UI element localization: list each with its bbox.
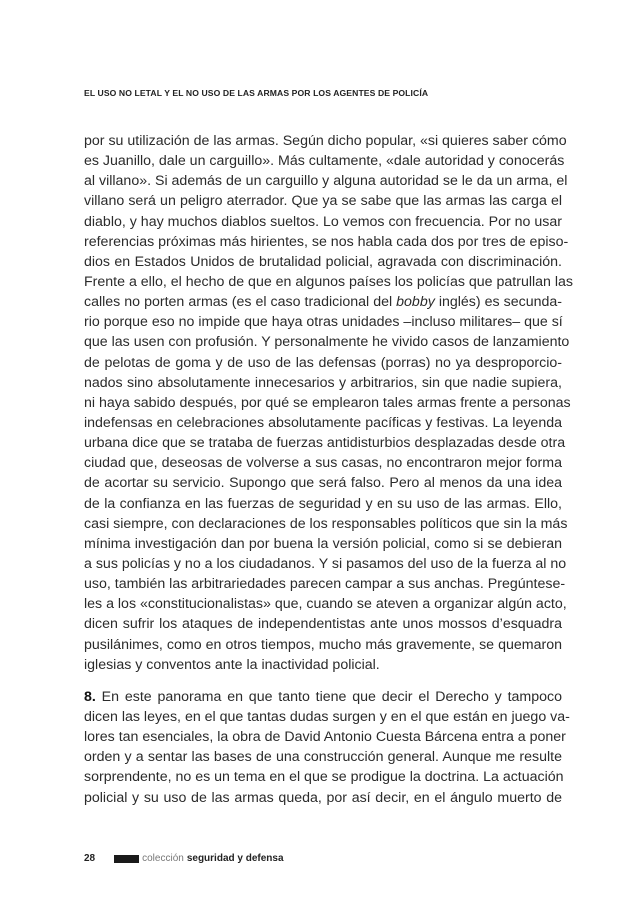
text-line: por su utilización de las armas. Según dicho popular, «si quieres saber cómo [84, 133, 567, 149]
text-line: rio porque eso no impide que haya otras unidades –incluso militares– que sí [84, 314, 563, 331]
text-line: iglesias y conventos ante la inactividad policial. [84, 656, 380, 673]
paragraph-gap [84, 675, 562, 687]
text-line: uso, también las arbitrariedades parecen campar a sus anchas. Pregúntese- [84, 576, 566, 593]
text-line: es Juanillo, dale un carguillo». Más cultamente, «dale autoridad y conocerás [84, 153, 565, 170]
footer-bar-decoration [114, 855, 139, 863]
text-line: que las usen con profusión. Y personalmente he vivido casos de lanzamiento [84, 334, 570, 351]
page-footer [84, 853, 284, 864]
text-line: les a los «constitucionalistas» que, cuando se ateven a organizar algún acto, [84, 596, 567, 613]
text-line: dios en Estados Unidos de brutalidad policial, agravada con discriminación. [84, 253, 562, 270]
text-line: villano será un peligro aterrador. Que ya se sabe que las armas las carga el [84, 193, 562, 210]
text-segment: calles no porten armas (es el caso tradicional del [84, 294, 397, 311]
text-line: ciudad que, deseosas de volverse a sus casas, no encontraron mejor forma [84, 455, 562, 472]
text-line [84, 292, 562, 312]
text-line: dicen las leyes, en el que tantas dudas surgen y en el que están en juego va- [84, 708, 570, 725]
text-line: referencias próximas más hirientes, se nos habla cada dos por tres de episo- [84, 233, 569, 250]
text-line: indefensas en celebraciones absolutamente pacíficas y festivas. La leyenda [84, 414, 562, 431]
text-line: sorprendente, no es un tema en el que se prodigue la doctrina. La actuación [84, 769, 564, 786]
text-line: orden y a sentar las bases de una construcción general. Aunque me resulte [84, 749, 562, 766]
text-line: a sus policías y no a los ciudadanos. Y si pasamos del uso de la fuerza al no [84, 555, 567, 572]
text-line: de acortar su servicio. Supongo que será falso. Pero al menos da una idea [84, 475, 562, 492]
text-line: ni haya sabido después, por qué se emplearon tales armas frente a personas [84, 394, 571, 411]
paragraph [84, 687, 570, 808]
text-line [84, 687, 562, 707]
body-text [84, 131, 574, 808]
text-line: lores tan esenciales, la obra de David Antonio Cuesta Bárcena entra a poner [84, 729, 566, 746]
text-line: mínima investigación dan por buena la versión policial, como si se debieran [84, 535, 562, 552]
page-number: 28 [84, 853, 96, 864]
text-line: al villano». Si además de un carguillo y alguna autoridad se le da un arma, el [84, 173, 568, 190]
text-line: casi siempre, con declaraciones de los responsables políticos que sin la más [84, 515, 568, 532]
text-line: policial y su uso de las armas queda, por así decir, en el ángulo muerto de [84, 789, 562, 806]
collection-label: colección [142, 853, 184, 864]
italic-term: bobby [396, 294, 435, 311]
text-segment: En este panorama en que tanto tiene que decir el Derecho y tampoco [95, 688, 562, 705]
text-line: nados sino absolutamente innecesarios y arbitrarios, sin que nadie supiera, [84, 374, 562, 391]
text-line: diablo, y hay muchos diablos sueltos. Lo vemos con frecuencia. Por no usar [84, 213, 562, 230]
text-line: de la confianza en las fuerzas de seguridad y en su uso de las armas. Ello, [84, 495, 562, 512]
text-line: dicen sufrir los ataques de independentistas ante unos mossos d’esquadra [84, 616, 562, 633]
running-header: EL USO NO LETAL Y EL NO USO DE LAS ARMAS POR LOS AGENTES DE POLICÍA [84, 88, 429, 98]
text-line: urbana dice que se trataba de fuerzas antidisturbios desplazadas desde otra [84, 435, 566, 452]
series-label: seguridad y defensa [186, 853, 284, 864]
text-line: de pelotas de goma y de uso de las defensas (porras) no ya desproporcio- [84, 354, 562, 371]
text-line: Frente a ello, el hecho de que en algunos países los policías que patrullan las [84, 273, 574, 290]
text-segment: inglés) es secunda- [434, 294, 562, 311]
paragraph-number: 8. [84, 688, 96, 705]
text-line: pusilánimes, como en otros tiempos, mucho más gravemente, se quemaron [84, 636, 562, 653]
paragraph [84, 131, 574, 675]
